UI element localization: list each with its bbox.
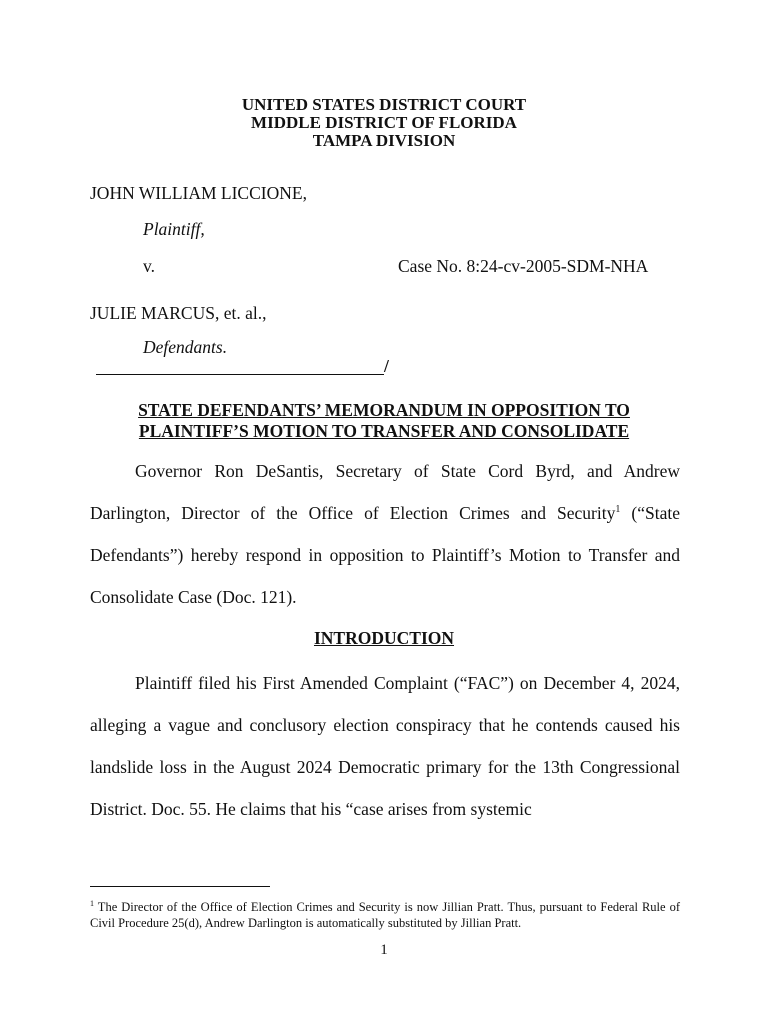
versus: v. xyxy=(143,256,155,276)
caption-separator-line xyxy=(96,374,384,375)
introduction-paragraph: Plaintiff filed his First Amended Complaint (“FAC”) on December 4, 2024, alleging a vague and conclusory election conspiracy that he contends caused his landslide loss in the August 2024 Democratic primary for the 13th Congressional District. Doc. 55. He claims that his “case arises from systemic xyxy=(90,673,680,819)
plaintiff-role: Plaintiff, xyxy=(143,219,205,239)
court-header xyxy=(0,96,768,150)
memorandum-title-line2: PLAINTIFF’S MOTION TO TRANSFER AND CONSOLIDATE xyxy=(138,421,630,441)
footnote-rule xyxy=(90,886,270,887)
court-district: MIDDLE DISTRICT OF FLORIDA xyxy=(251,113,517,132)
footnote-marker: 1 xyxy=(90,899,94,908)
court-division: TAMPA DIVISION xyxy=(312,131,456,150)
court-name: UNITED STATES DISTRICT COURT xyxy=(241,95,527,114)
intro-paragraph-text: Governor Ron DeSantis, Secretary of State Cord Byrd, and Andrew Darlington, Director of the Office of Election Crimes and Security xyxy=(90,461,680,523)
defendant-role: Defendants. xyxy=(143,337,228,357)
memorandum-title xyxy=(0,400,768,442)
footnote-text: The Director of the Office of Election Crimes and Security is now Jillian Pratt. Thus, pursuant to Federal Rule of Civil Procedure 25(d), Andrew Darlington is automatically substituted by Jillian Pratt. xyxy=(90,900,680,931)
intro-paragraph-continuation: (“State Defendants”) hereby respond in opposition to Plaintiff’s Motion to Transfer and Consolidate Case (Doc. 121). xyxy=(90,503,681,607)
intro-paragraph xyxy=(90,450,680,618)
introduction-heading: INTRODUCTION xyxy=(313,628,455,648)
footnote-reference: 1 xyxy=(615,504,621,516)
memorandum-title-line1: STATE DEFENDANTS’ MEMORANDUM IN OPPOSITION TO xyxy=(138,400,630,420)
case-number: Case No. 8:24-cv-2005-SDM-NHA xyxy=(398,256,649,276)
footnote xyxy=(90,896,680,931)
page-number: 1 xyxy=(380,942,388,958)
defendant-name: JULIE MARCUS, et. al., xyxy=(90,303,267,323)
caption-separator-slash: / xyxy=(384,356,389,376)
plaintiff-name: JOHN WILLIAM LICCIONE, xyxy=(90,183,307,203)
